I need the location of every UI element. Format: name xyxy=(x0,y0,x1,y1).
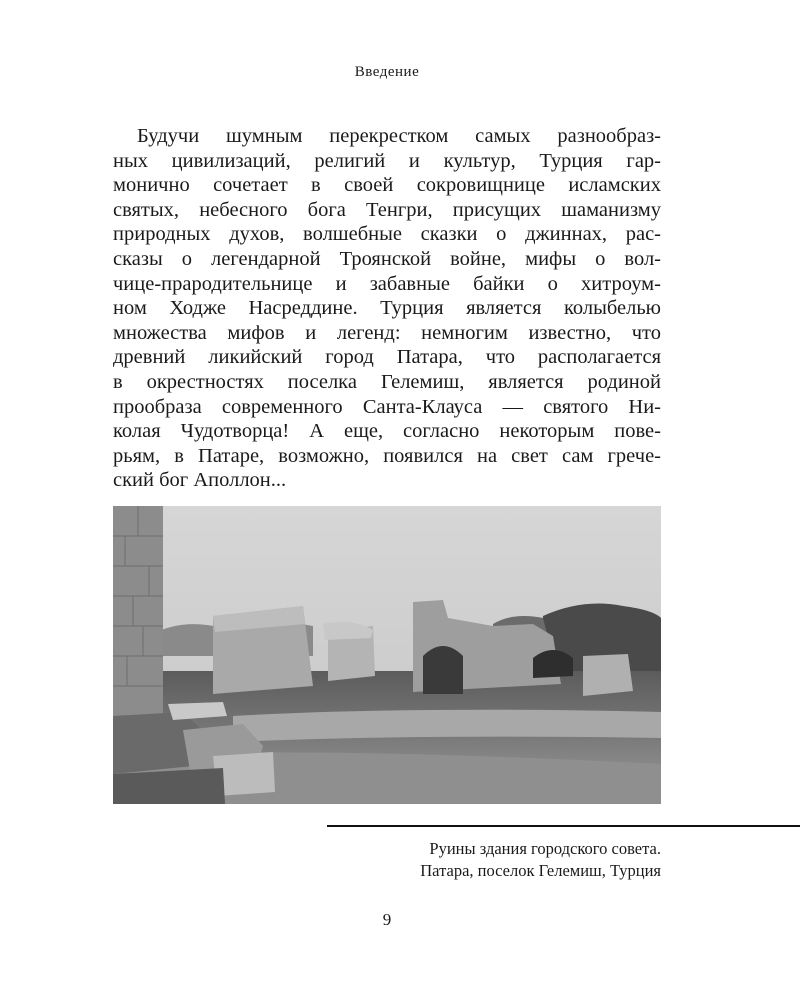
text-line: колая Чудотворца! А еще, согласно некоторым пове- xyxy=(113,420,661,443)
caption-rule xyxy=(327,825,800,827)
running-head: Введение xyxy=(354,64,420,80)
text-line: сказы о легендарной Троянской войне, мифы о вол- xyxy=(113,247,661,270)
text-line: прообраза современного Санта-Клауса — святого Ни- xyxy=(113,395,661,418)
text-line: ский бог Аполлон... xyxy=(113,469,287,492)
text-line: ных цивилизаций, религий и культур, Турция гар- xyxy=(113,149,661,172)
text-line: в окрестностях поселка Гелемиш, является родиной xyxy=(113,370,661,393)
text-line: Будучи шумным перекрестком самых разнообраз- xyxy=(137,125,661,147)
text-line: ном Ходже Насреддине. Турция является колыбелью xyxy=(113,297,661,320)
text-line: святых, небесного бога Тенгри, присущих шаманизму xyxy=(113,198,661,221)
photo-caption xyxy=(327,838,661,882)
ruins-photo xyxy=(113,506,661,804)
caption-line: Патара, поселок Гелемиш, Турция xyxy=(420,861,661,880)
body-paragraph xyxy=(113,124,661,493)
page-number: 9 xyxy=(382,910,392,929)
text-line: рьям, в Патаре, возможно, появился на свет сам грече- xyxy=(113,444,661,467)
text-line: монично сочетает в своей сокровищнице исламских xyxy=(113,174,661,197)
text-line: природных духов, волшебные сказки о джиннах, рас- xyxy=(113,223,661,246)
text-line: чице-прародительнице и забавные байки о хитроум- xyxy=(113,272,661,295)
text-line: множества мифов и легенд: немногим известно, что xyxy=(113,321,661,344)
ruins-photo-illustration xyxy=(113,506,661,804)
caption-line: Руины здания городского совета. xyxy=(429,839,661,858)
text-line: древний ликийский город Патара, что располагается xyxy=(113,346,661,369)
